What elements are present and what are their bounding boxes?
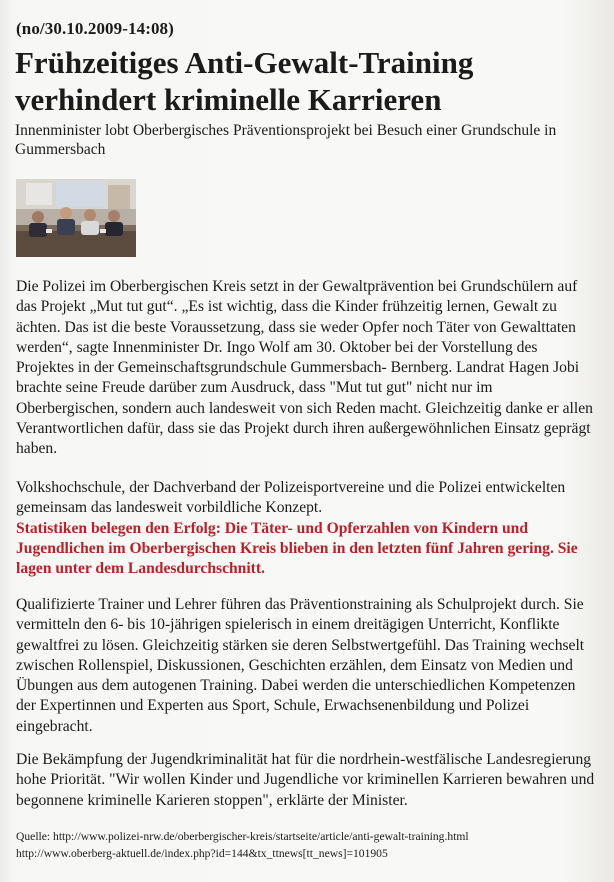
paragraph-intro: Die Polizei im Oberbergischen Kreis setzt in der Gewaltprävention bei Grundschülern auf das Projekt „Mut tut gut“. „Es ist wichtig, dass die Kinder frühzeitig lernen, Gewalt zu ächten. Das ist die beste Voraussetzung, dass sie weder Opfer noch Täter von Gewalttaten werden“, sagte Innenminister Dr. Ingo Wolf am 30. Oktober bei der Vorstellung des Projektes in der Gemeinschaftsgrundschule Gummersbach- Bernberg. Landrat Hagen Jobi brachte seine Freude darüber zum Ausdruck, dass "Mut tut gut" nicht nur im Oberbergischen, sondern auch landesweit von sich Reden macht. Gleichzeitig danke er allen Verantwortlichen dafür, dass sie das Projekt durch ihren außergewöhnlichen Einsatz geprägt haben. [16, 278, 593, 458]
subheadline: Innenminister lobt Oberbergisches Präventionsprojekt bei Besuch einer Grundschule in Gummersbach [15, 122, 557, 158]
press-conference-photo [16, 179, 136, 257]
highlight-statistics: Statistiken belegen den Erfolg: Die Täter- und Opferzahlen von Kindern und Jugendlichen im Oberbergischen Kreis blieben in den letzten fünf Jahren gering. Sie lagen unter dem Landesdurchschnitt. [16, 519, 578, 578]
source-link-polizei[interactable]: Quelle: http://www.polizei-nrw.de/oberbergischer-kreis/startseite/article/anti-gewalt-training.html [16, 830, 469, 843]
dateline: (no/30.10.2009-14:08) [16, 19, 174, 38]
source-block [16, 829, 606, 862]
photo-image-icon [16, 179, 136, 257]
paragraph-concept [16, 478, 596, 579]
paragraph-training: Qualifizierte Trainer und Lehrer führen das Präventionstraining als Schulprojekt durch. Sie vermitteln den 6- bis 10-jährigen spielerisch in einem dreitägigen Unterricht, Konflikte gewaltfrei zu lösen. Gleichzeitig stärken sie deren Selbstwertgefühl. Das Training wechselt zwischen Rollenspiel, Diskussionen, Geschichten erzählen, dem Einsatz von Medien und Übungen aus dem autogenen Training. Dabei werden die unterschiedlichen Kompetenzen der Expertinnen und Experten aus Sport, Schule, Erwachsenenbildung und Polizei eingebracht. [16, 596, 585, 735]
paragraph-concept-text: Volkshochschule, der Dachverband der Polizeisportvereine und die Polizei entwickelten gemeinsam das landesweit vorbildliche Konzept. [16, 479, 566, 517]
headline: Frühzeitiges Anti-Gewalt-Training verhindert kriminelle Karrieren [15, 45, 474, 117]
source-link-oberberg[interactable]: http://www.oberberg-aktuell.de/index.php?id=144&tx_ttnews[tt_news]=101905 [16, 846, 388, 860]
paragraph-priority: Die Bekämpfung der Jugendkriminalität hat für die nordrhein-westfälische Landesregierung hohe Priorität. "Wir wollen Kinder und Jugendliche vor kriminellen Karrieren bewahren und begonnene kriminelle Karieren stoppen", erklärte der Minister. [16, 751, 595, 809]
